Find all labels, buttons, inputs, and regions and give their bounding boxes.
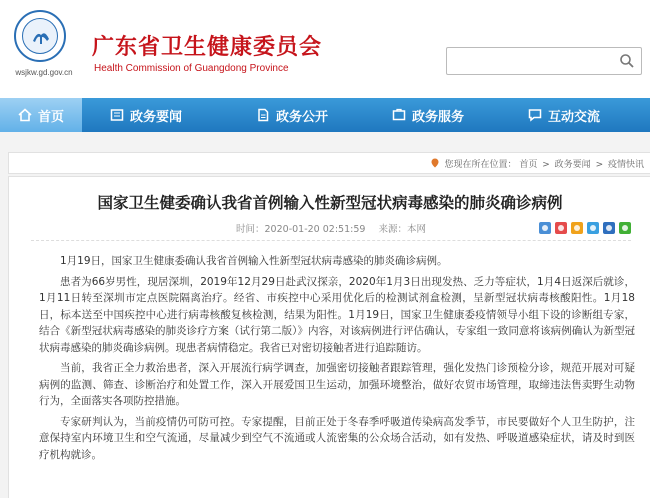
- emblem-icon: [31, 29, 51, 45]
- news-icon: [110, 108, 124, 122]
- main-nav: [0, 98, 650, 132]
- nav-label: 首页: [38, 109, 65, 125]
- source-label: 来源：: [378, 224, 407, 235]
- nav-label: 政务要闻: [130, 109, 183, 125]
- article-source: 本网: [406, 224, 426, 235]
- document-icon: [256, 108, 270, 122]
- breadcrumb-bar: [8, 152, 650, 174]
- article-paragraph: 1月19日，国家卫生健康委确认我省首例输入性新型冠状病毒感染的肺炎确诊病例。: [60, 255, 448, 267]
- breadcrumb-link[interactable]: 疫情快讯: [607, 160, 644, 170]
- chat-icon: [528, 108, 542, 122]
- breadcrumb-sep: >: [542, 160, 550, 170]
- nav-item-public[interactable]: [256, 98, 328, 132]
- home-icon: [18, 108, 32, 122]
- article-title: 国家卫生健委确认我省首例输入性新型冠状病毒感染的肺炎确诊病例: [97, 194, 563, 212]
- nav-label: 政务服务: [412, 109, 465, 125]
- site-title[interactable]: 广东省卫生健康委员会: [92, 35, 323, 60]
- breadcrumb: [430, 157, 644, 170]
- site-domain: wsjkw.gd.gov.cn: [15, 68, 73, 77]
- share-renren-icon[interactable]: [603, 222, 615, 234]
- breadcrumb-link[interactable]: 政务要闻: [554, 160, 591, 170]
- breadcrumb-sep: >: [595, 160, 604, 170]
- breadcrumb-prefix: 您现在所在位置：: [444, 160, 517, 170]
- site-logo[interactable]: [14, 10, 66, 62]
- article-paragraph: 专家研判认为，当前疫情仍可防可控。专家提醒，目前正处于冬春季呼吸道传染病高发季节，市民要做好个人卫生防护，注意保持室内环境卫生和空气流通，尽量减少到空气不流通或人流密集的公众场合活动，如有发热、呼吸道感染症状，请及时到医疗机构就诊。: [39, 415, 635, 461]
- breadcrumb-link[interactable]: 首页: [519, 160, 538, 170]
- share-toolbar: [539, 222, 631, 234]
- location-icon: [430, 158, 440, 168]
- nav-item-home[interactable]: [0, 98, 82, 132]
- nav-item-interact[interactable]: [528, 98, 600, 132]
- site-header: [0, 0, 650, 98]
- time-label: 时间：: [236, 224, 265, 235]
- share-qzone-icon[interactable]: [571, 222, 583, 234]
- share-plus-icon[interactable]: [539, 222, 551, 234]
- nav-label: 互动交流: [548, 109, 601, 125]
- article-container: [8, 176, 650, 498]
- search-input[interactable]: [451, 51, 611, 71]
- site-subtitle: Health Commission of Guangdong Province: [94, 63, 289, 74]
- article-body: [39, 253, 635, 467]
- share-wechat-icon[interactable]: [619, 222, 631, 234]
- share-weibo-icon[interactable]: [555, 222, 567, 234]
- nav-item-news[interactable]: [110, 98, 182, 132]
- share-tencent-icon[interactable]: [587, 222, 599, 234]
- search-box: [446, 47, 642, 75]
- search-icon[interactable]: [619, 53, 635, 69]
- article-paragraph: 当前，我省正全力救治患者，深入开展流行病学调查，加强密切接触者跟踪管理，强化发热门诊预检分诊，规范开展对可疑病例的监测、筛查、诊断治疗和处置工作，深入开展爱国卫生运动，加强环境整治，做好农贸市场管理，取缔违法售卖野生动物行为，全面落实各项防控措施。: [39, 362, 635, 407]
- article-meta: [31, 221, 631, 241]
- article-paragraph: 患者为66岁男性，现居深圳，2019年12月29日赴武汉探亲，2020年1月3日出现发热、乏力等症状，1月4日返深后就诊，1月11日转至深圳市定点医院隔离治疗。经省、市疾控中心采用优化后的检测试剂盒检测，呈新型冠状病毒核酸阳性。1月18日，标本送至中国疾控中心进行病毒核酸复核检测，结果为阳性。1月19日，国家卫生健康委疫情领导小组下设的诊断组专家，结合《新型冠状病毒感染的肺炎诊疗方案（试行第二版）》内容，对该病例进行评估确认，专家组一致同意将该病例确认为新型冠状病毒感染的肺炎确诊病例。现患者病情稳定。我省已对密切接触者进行追踪随访。: [39, 275, 635, 354]
- service-icon: [392, 108, 406, 122]
- nav-label: 政务公开: [276, 109, 329, 125]
- publish-time: 2020-01-20 02:51:59: [264, 224, 366, 235]
- nav-item-service[interactable]: [392, 98, 464, 132]
